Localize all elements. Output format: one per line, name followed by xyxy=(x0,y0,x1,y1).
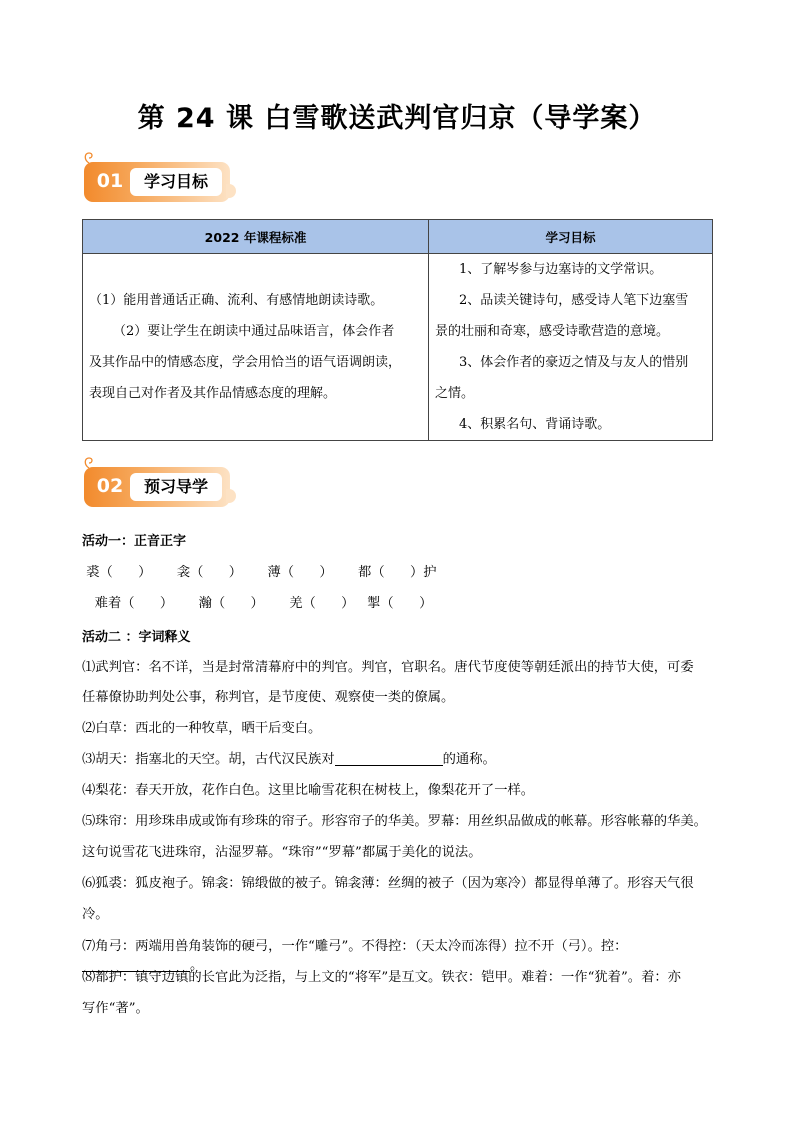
gloss-line: ⑹狐裘：狐皮袍子。锦衾：锦缎做的被子。锦衾薄：丝绸的被子（因为寒冷）都显得单薄了。形容天气很 xyxy=(82,876,694,891)
section-label: 预习导学 xyxy=(130,473,222,501)
goal-line: 1、了解岑参与边塞诗的文学常识。 xyxy=(459,262,663,277)
page-title: 第 24 课 白雪歌送武判官归京（导学案） xyxy=(137,103,657,134)
gloss-line: ⑵白草：西北的一种牧草，晒干后变白。 xyxy=(82,721,322,736)
standard-cell xyxy=(83,254,429,441)
standard-line: （2）要让学生在朗读中通过品味语言，体会作者 xyxy=(113,324,395,339)
standard-line: 及其作品中的情感态度，学会用恰当的语气语调朗读， xyxy=(89,355,402,370)
gloss-line: 这句说雪花飞进珠帘，沾湿罗幕。“珠帘”“罗幕”都属于美化的说法。 xyxy=(82,845,482,860)
standard-line: （1）能用普通话正确、流利、有感情地朗读诗歌。 xyxy=(89,293,384,308)
gloss-line: 任幕僚协助判处公事，称判官，是节度使、观察使一类的僚属。 xyxy=(82,690,455,705)
gloss-line: ⑻都护：镇守边镇的长官此为泛指，与上文的“将军”是互文。铁衣：铠甲。难着：一作“犹着”。着：亦 xyxy=(82,970,681,985)
gloss-text: 的通称。 xyxy=(442,752,496,767)
gloss-line: 写作“著”。 xyxy=(82,1001,149,1016)
standard-line: 表现自己对作者及其作品情感态度的理解。 xyxy=(89,386,337,401)
section-number: 01 xyxy=(96,170,124,192)
section-header-preview xyxy=(82,455,232,505)
activity1-heading: 活动一：正音正字 xyxy=(82,534,187,549)
table-header-goals: 学习目标 xyxy=(429,220,713,254)
objectives-table xyxy=(82,219,713,441)
gloss-line-with-blank xyxy=(82,748,722,767)
gloss-line: ⑴武判官：名不详，当是封常清幕府中的判官。判官，官职名。唐代节度使等朝廷派出的持节大使，可委 xyxy=(82,660,694,675)
section-header-objectives xyxy=(82,150,232,200)
pronunciation-row: 难着（ ） 瀚（ ） 羌（ ） 掣（ ） xyxy=(82,596,433,611)
gloss-text: 。 xyxy=(190,958,204,973)
section-label: 学习目标 xyxy=(130,168,222,196)
goal-line: 2、品读关键诗句，感受诗人笔下边塞雪 xyxy=(459,293,689,308)
activity2-heading: 活动二 ：字词释义 xyxy=(82,630,191,645)
gloss-line: ⑸珠帘：用珍珠串成或饰有珍珠的帘子。形容帘子的华美。罗幕：用丝织品做成的帐幕。形容帐幕的华美。 xyxy=(82,814,707,829)
gloss-text: ⑶胡天：指塞北的天空。胡，古代汉民族对 xyxy=(82,752,335,767)
goal-line: 之情。 xyxy=(435,386,475,401)
section-badge xyxy=(84,467,230,507)
gloss-line: ⑷梨花：春天开放，花作白色。这里比喻雪花积在树枝上，像梨花开了一样。 xyxy=(82,783,535,798)
goal-line: 4、积累名句、背诵诗歌。 xyxy=(459,417,611,432)
badge-tab xyxy=(226,489,236,503)
gloss-line: 冷。 xyxy=(82,907,109,922)
fill-blank[interactable] xyxy=(335,751,443,766)
goal-line: 景的壮丽和奇寒，感受诗歌营造的意境。 xyxy=(435,324,670,339)
section-number: 02 xyxy=(96,475,124,497)
pronunciation-row: 裘（ ） 衾（ ） 薄（ ） 都（ ）护 xyxy=(82,565,437,580)
goals-cell xyxy=(429,254,713,441)
goal-line: 3、体会作者的豪迈之情及与友人的惜别 xyxy=(459,355,689,370)
gloss-text: ⑺角弓：两端用兽角装饰的硬弓，一作“雕弓”。不得控：（天太冷而冻得）拉不开（弓）。控： xyxy=(82,939,628,954)
table-header-standard: 2022 年课程标准 xyxy=(83,220,429,254)
badge-tab xyxy=(226,184,236,198)
section-badge xyxy=(84,162,230,202)
